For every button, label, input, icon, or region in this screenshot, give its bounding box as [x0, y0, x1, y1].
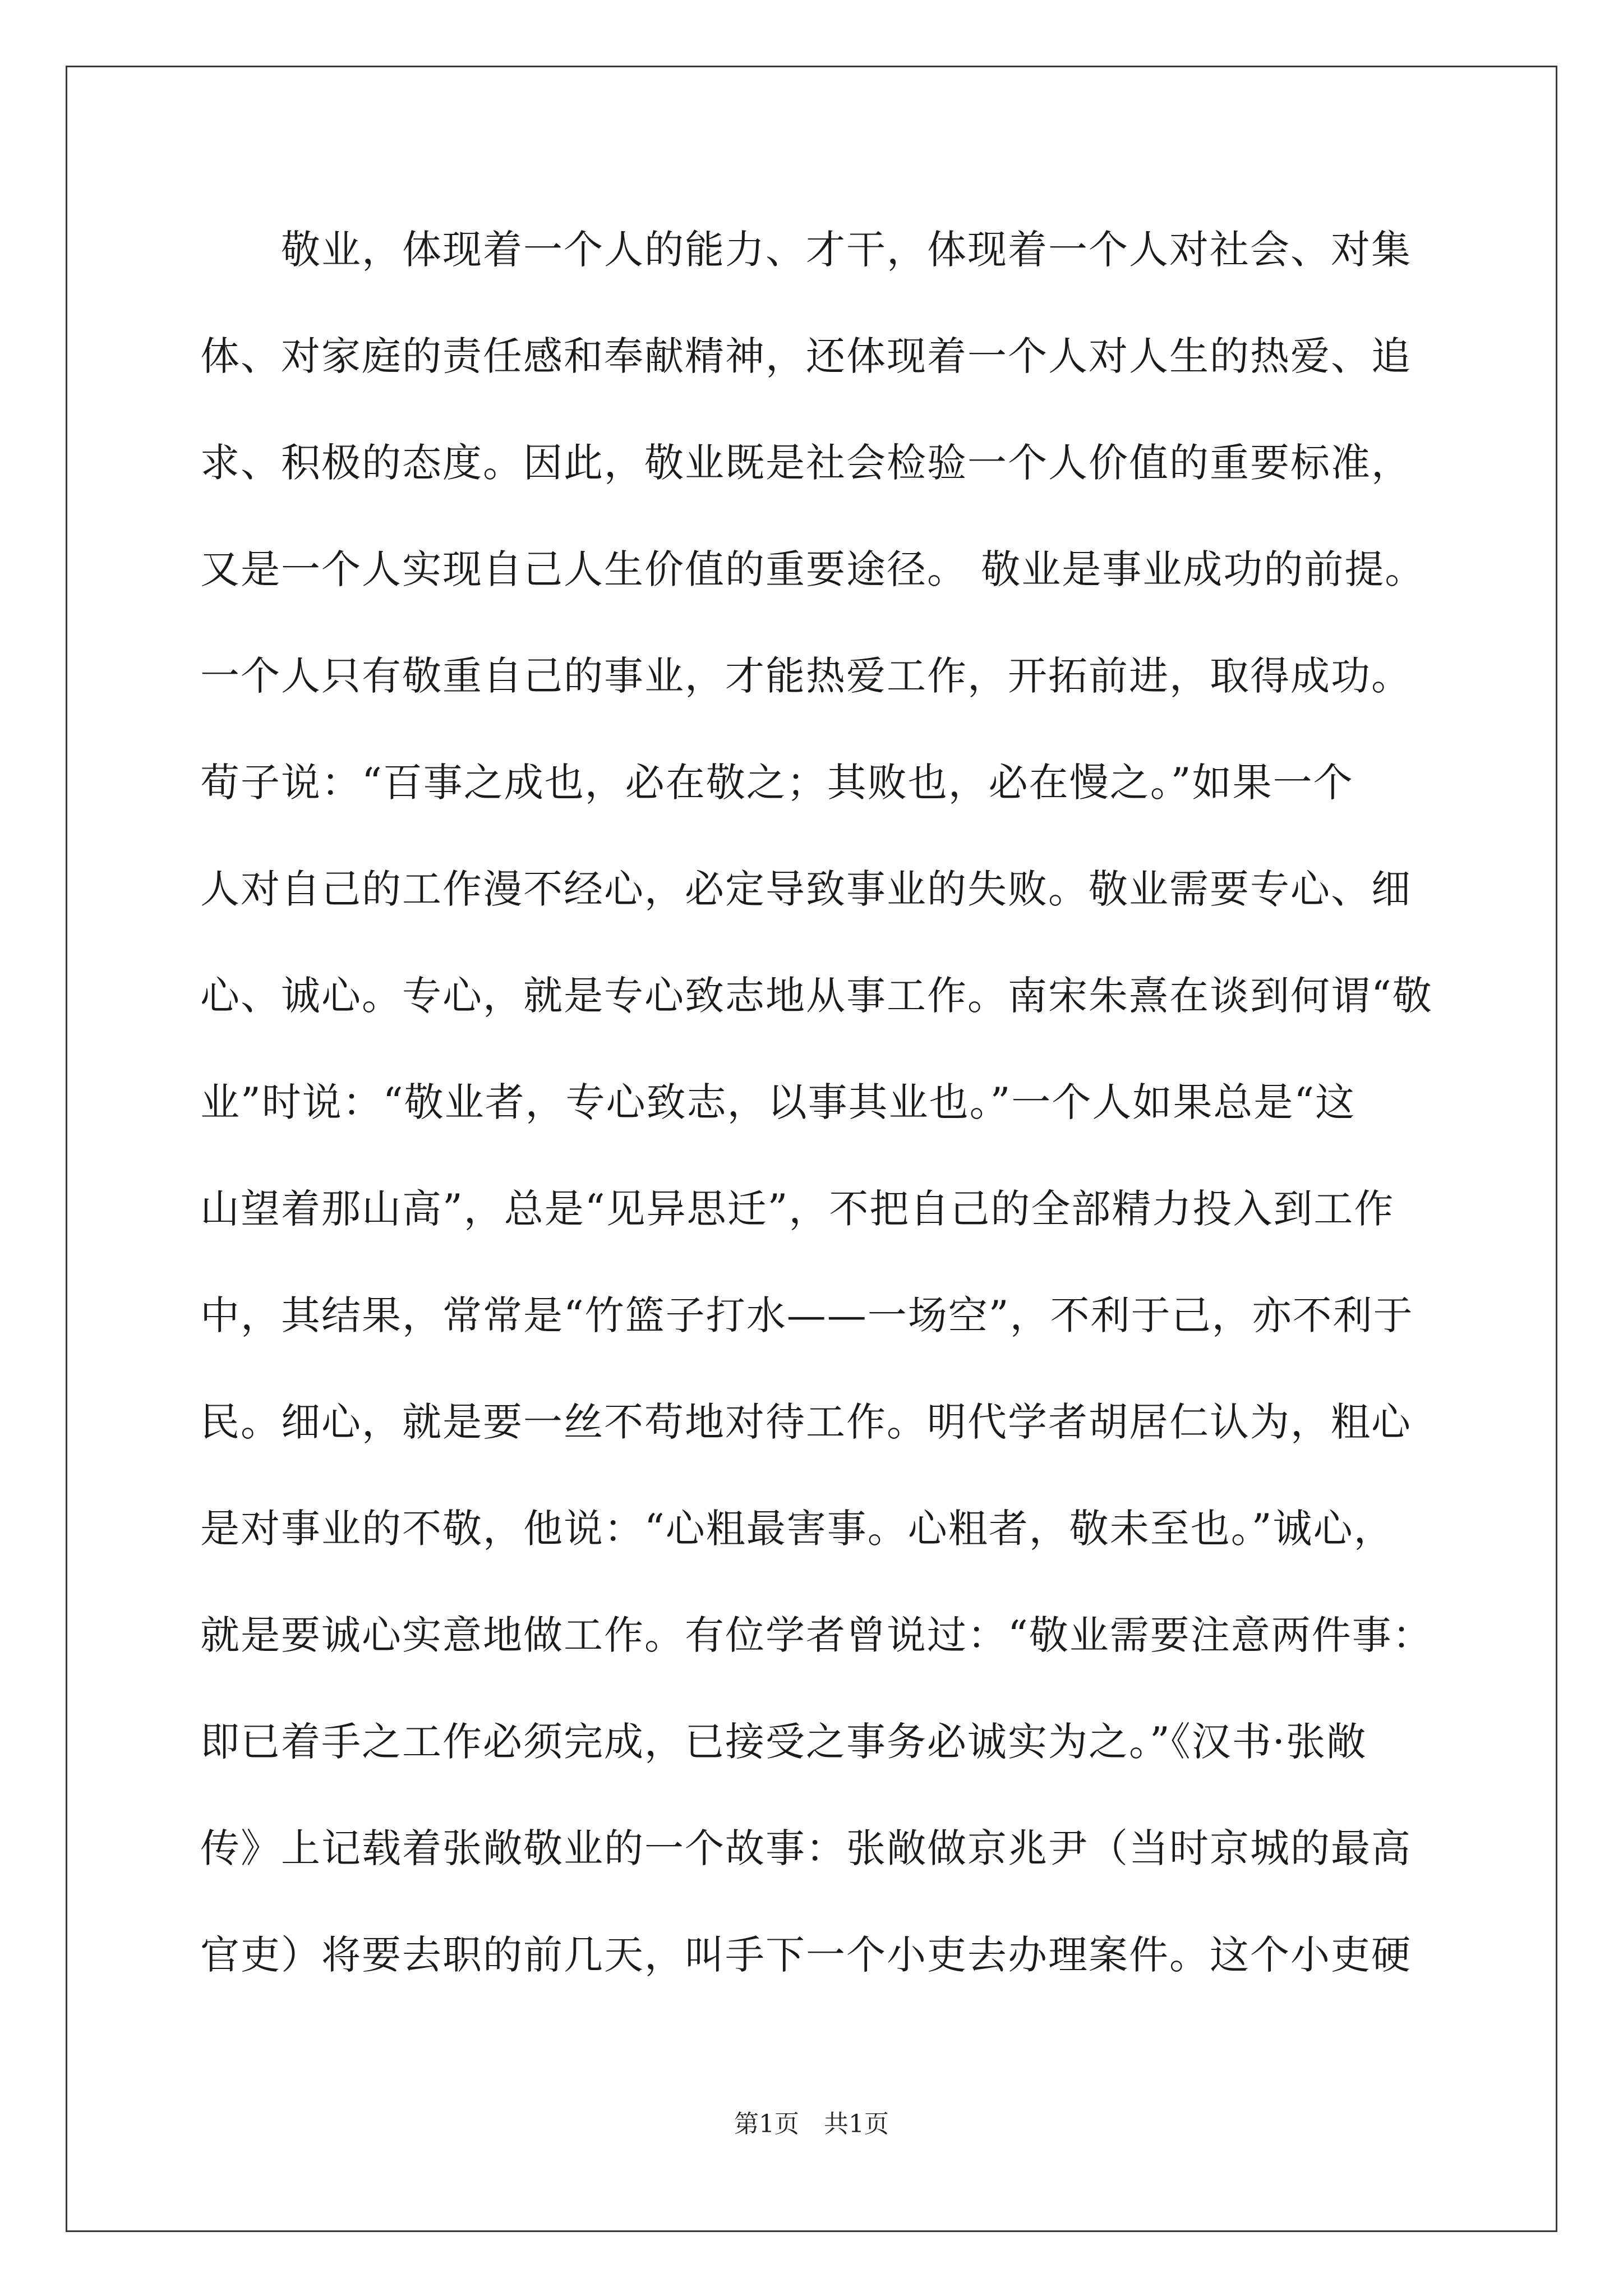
text-line: 求、积极的态度。因此，敬业既是社会检验一个人价值的重要标准， [200, 440, 1412, 486]
text-line: 体、对家庭的责任感和奉献精神，还体现着一个人对人生的热爱、追 [200, 333, 1412, 379]
text-line: 荀子说：“百事之成也，必在敬之；其败也，必在慢之。”如果一个 [200, 760, 1354, 806]
text-line: 业”时说：“敬业者，专心致志，以事其业也。”一个人如果总是“这 [200, 1079, 1356, 1125]
text-line: 心、诚心。专心，就是专心致志地从事工作。南宋朱熹在谈到何谓“敬 [200, 973, 1433, 1019]
text-line: 是对事业的不敬，他说：“心粗最害事。心粗者，敬未至也。”诚心， [200, 1506, 1394, 1552]
page-border [66, 66, 1557, 2232]
text-line: 人对自己的工作漫不经心，必定导致事业的失败。敬业需要专心、细 [200, 866, 1412, 912]
text-line: 中，其结果，常常是“竹篮子打水——一场空”，不利于己，亦不利于 [200, 1292, 1414, 1338]
page-number-footer: 第1页 共1页 [734, 2110, 889, 2138]
text-line: 一个人只有敬重自己的事业，才能热爱工作，开拓前进，取得成功。 [200, 653, 1412, 699]
text-line: 山望着那山高”，总是“见异思迁”，不把自己的全部精力投入到工作 [200, 1186, 1395, 1232]
text-line: 传》上记载着张敞敬业的一个故事：张敞做京兆尹（当时京城的最高 [200, 1825, 1412, 1871]
text-line: 就是要诚心实意地做工作。有位学者曾说过：“敬业需要注意两件事： [200, 1612, 1433, 1658]
text-line: 官吏）将要去职的前几天，叫手下一个小吏去办理案件。这个小吏硬 [200, 1932, 1412, 1978]
text-line: 又是一个人实现自己人生价值的重要途径。 敬业是事业成功的前提。 [200, 546, 1426, 592]
text-line: 即已着手之工作必须完成，已接受之事务必诚实为之。”《汉书·张敞 [200, 1719, 1367, 1765]
text-line: 敬业，体现着一个人的能力、才干，体现着一个人对社会、对集 [200, 227, 1412, 273]
text-line: 民。细心，就是要一丝不苟地对待工作。明代学者胡居仁认为，粗心 [200, 1399, 1412, 1445]
